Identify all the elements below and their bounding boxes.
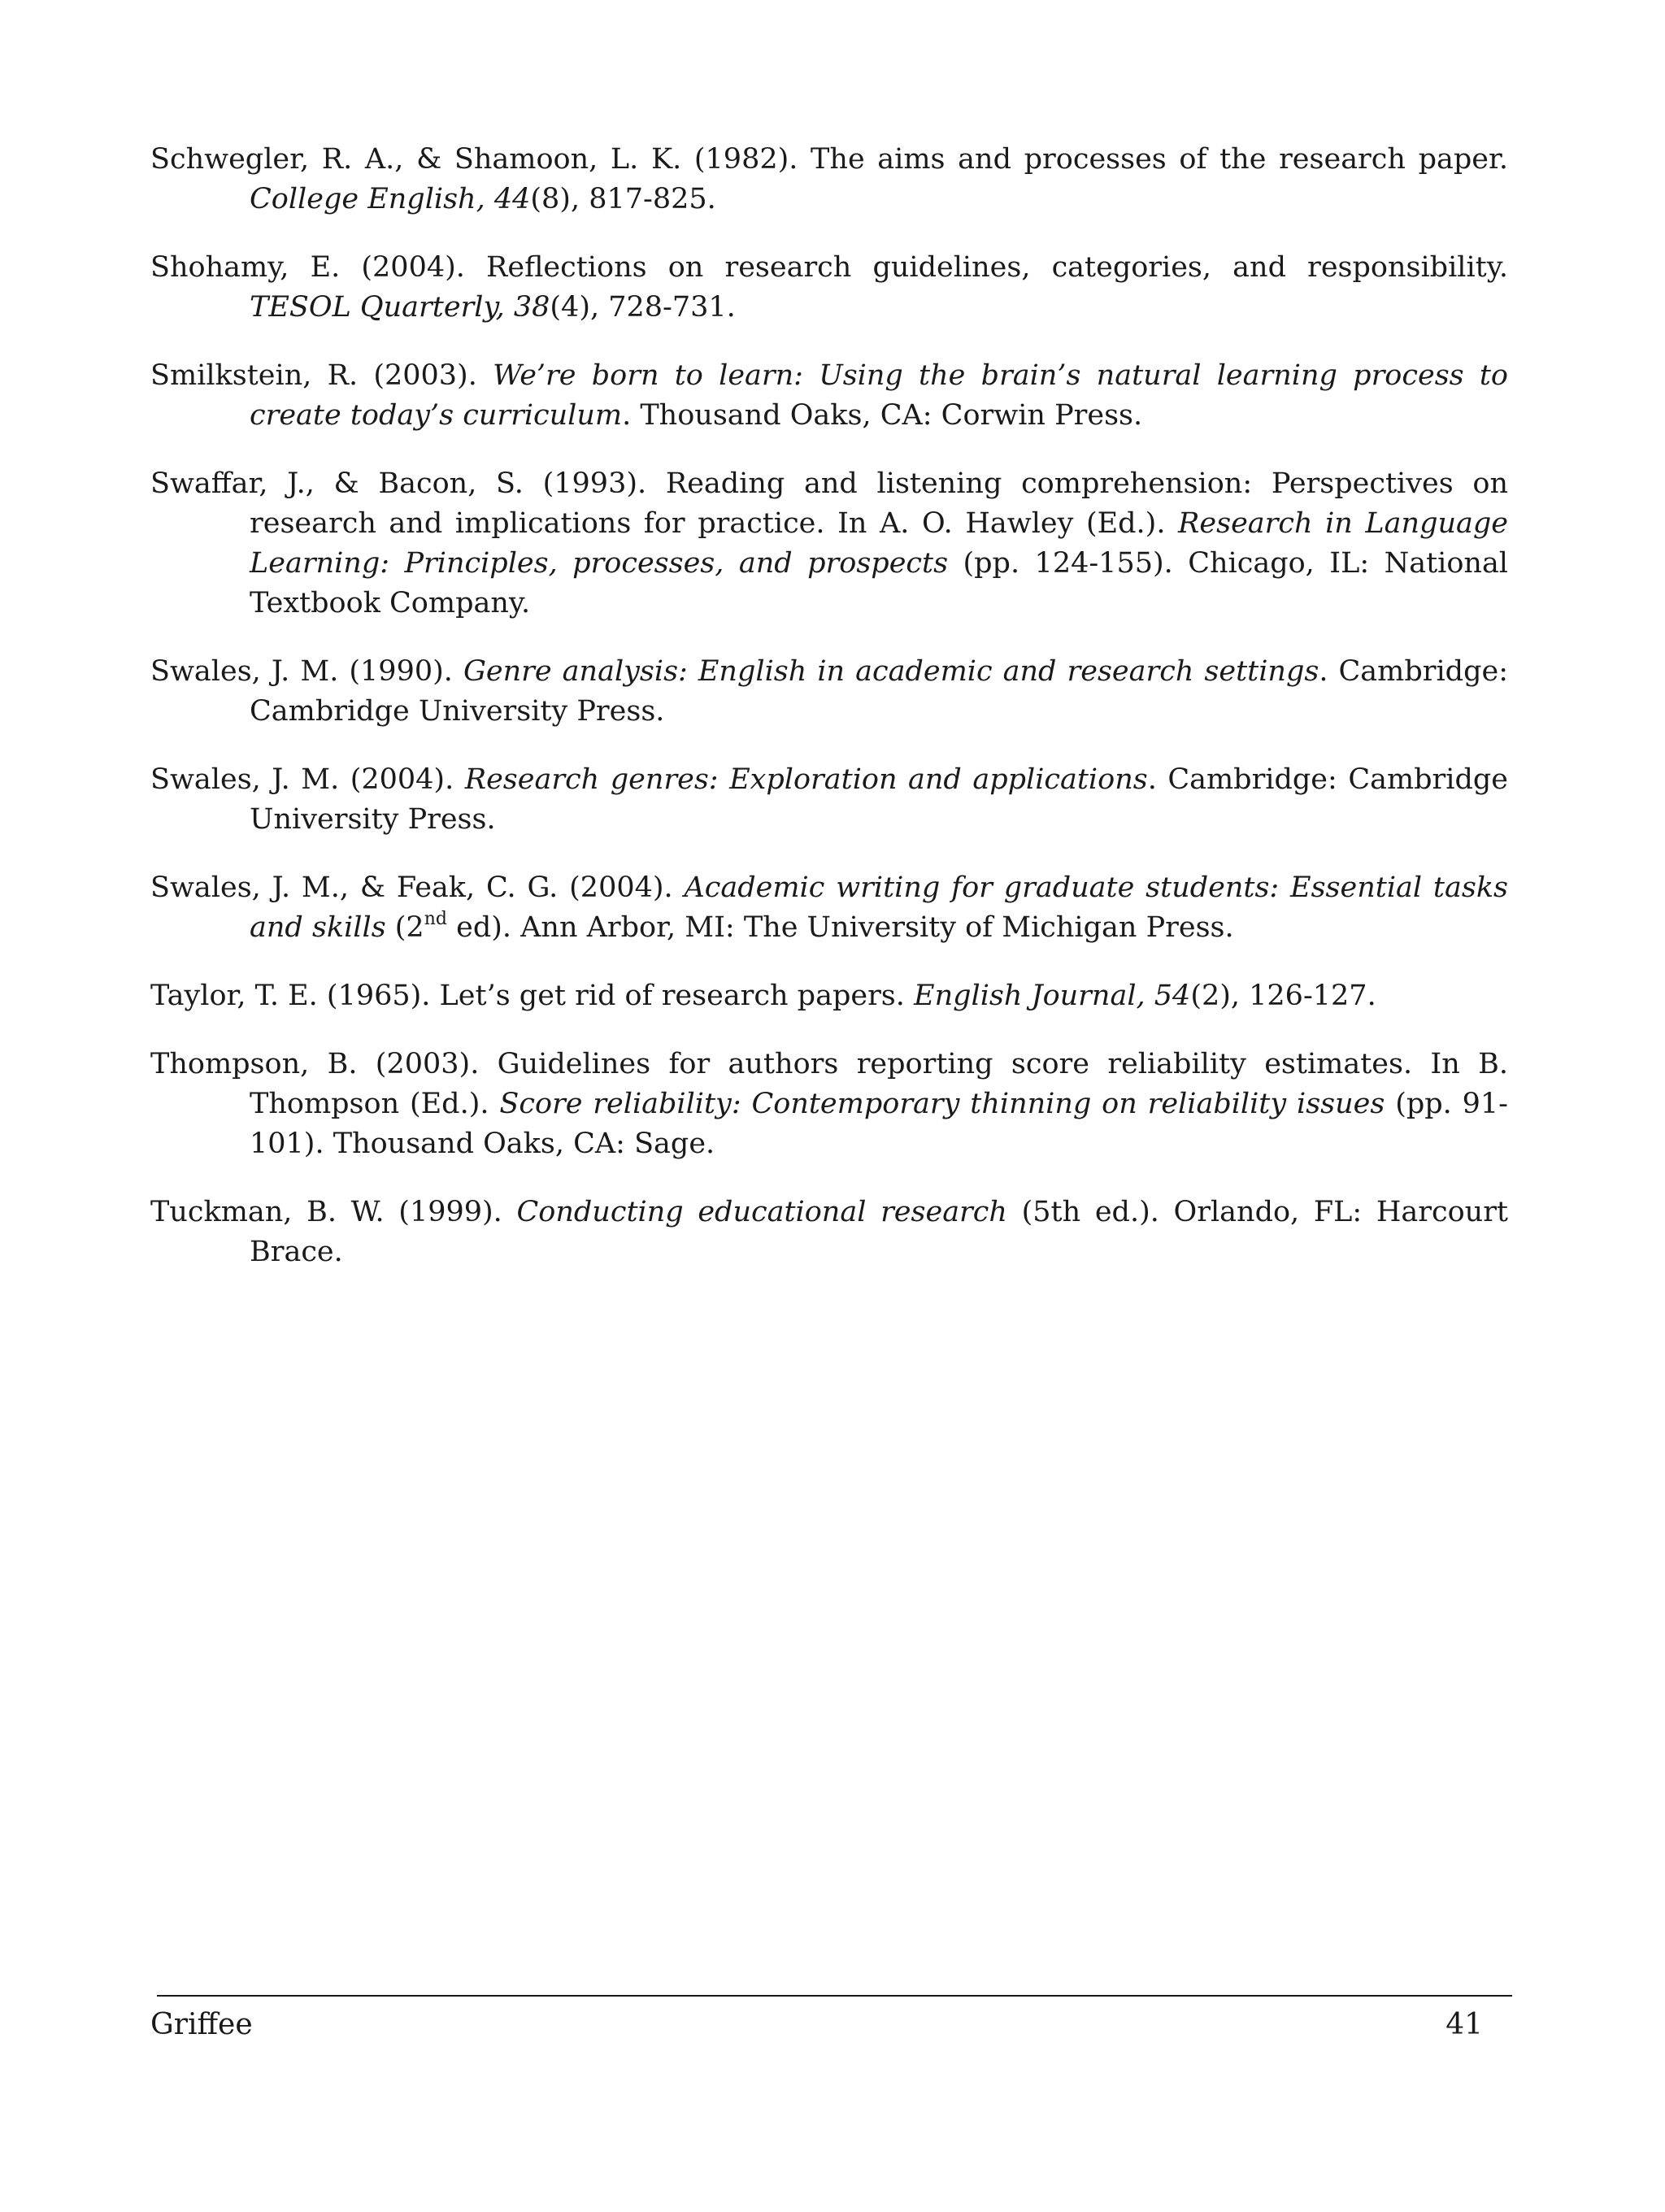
reference-entry [150, 760, 1508, 840]
reference-list [150, 140, 1508, 1301]
reference-italic-title: Academic writing for graduate students: Essential tasks and skills [250, 871, 1508, 944]
reference-text: (pp. 124-155). Chicago, IL: National Textbook Company. [250, 547, 1508, 619]
reference-entry [150, 976, 1508, 1016]
reference-text: . Thousand Oaks, CA: Corwin Press. [622, 399, 1143, 432]
reference-text: (5th ed.). Orlando, FL: Harcourt Brace. [250, 1196, 1508, 1268]
reference-italic-title: Research genres: Exploration and applications [464, 763, 1148, 796]
reference-text: Swales, J. M. (2004). [150, 763, 465, 796]
reference-text: ed). Ann Arbor, MI: The University of Michigan Press. [446, 911, 1234, 944]
reference-text: (4), 728-731. [550, 291, 736, 324]
reference-text: (pp. 91-101). Thousand Oaks, CA: Sage. [250, 1088, 1509, 1160]
reference-italic-title: TESOL Quarterly, 38 [250, 291, 550, 324]
reference-text: . Cambridge: Cambridge University Press. [250, 655, 1508, 728]
reference-entry [150, 652, 1508, 732]
reference-entry [150, 248, 1508, 328]
reference-text: Taylor, T. E. (1965). Let’s get rid of research papers. [150, 980, 915, 1012]
reference-text: Shohamy, E. (2004). Reflections on research guidelines, categories, and responsibility. [150, 251, 1508, 284]
reference-entry [150, 464, 1508, 624]
reference-italic-title: Genre analysis: English in academic and research settings [463, 655, 1319, 688]
reference-entry [150, 1193, 1508, 1272]
reference-italic-title: Conducting educational research [516, 1196, 1007, 1228]
footer-divider [157, 1995, 1512, 1997]
reference-text: Thompson, B. (2003). Guidelines for authors reporting score reliability estimates. In B. Thompson (Ed.). [150, 1048, 1508, 1120]
reference-text: Smilkstein, R. (2003). [150, 359, 493, 392]
reference-italic-title: Score reliability: Contemporary thinning on reliability issues [499, 1088, 1385, 1120]
reference-italic-title: College English, 44 [250, 183, 531, 215]
page-number: 41 [1445, 2008, 1483, 2041]
reference-text: (8), 817-825. [530, 183, 716, 215]
reference-entry [150, 1045, 1508, 1164]
reference-text: Swales, J. M. (1990). [150, 655, 463, 688]
reference-superscript: nd [424, 909, 447, 930]
reference-entry [150, 356, 1508, 436]
reference-text: Schwegler, R. A., & Shamoon, L. K. (1982). The aims and processes of the research paper. [150, 143, 1508, 176]
reference-text: Tuckman, B. W. (1999). [150, 1196, 517, 1228]
reference-text: . Cambridge: Cambridge University Press. [250, 763, 1509, 836]
reference-text: (2), 126-127. [1190, 980, 1376, 1012]
reference-text: Swales, J. M., & Feak, C. G. (2004). [150, 871, 685, 904]
reference-italic-title: Research in Language Learning: Principles, processes, and prospects [250, 507, 1508, 580]
reference-italic-title: We’re born to learn: Using the brain’s natural learning process to create today’s curriculum [250, 359, 1508, 432]
reference-text: Swaffar, J., & Bacon, S. (1993). Reading and listening comprehension: Perspectives on research and implications for practice. In A. O. Hawley (Ed.). [150, 467, 1508, 540]
reference-italic-title: English Journal, 54 [914, 980, 1191, 1012]
footer-author: Griffee [150, 2008, 253, 2041]
reference-text: (2 [385, 911, 424, 944]
reference-entry [150, 868, 1508, 948]
reference-entry [150, 140, 1508, 219]
